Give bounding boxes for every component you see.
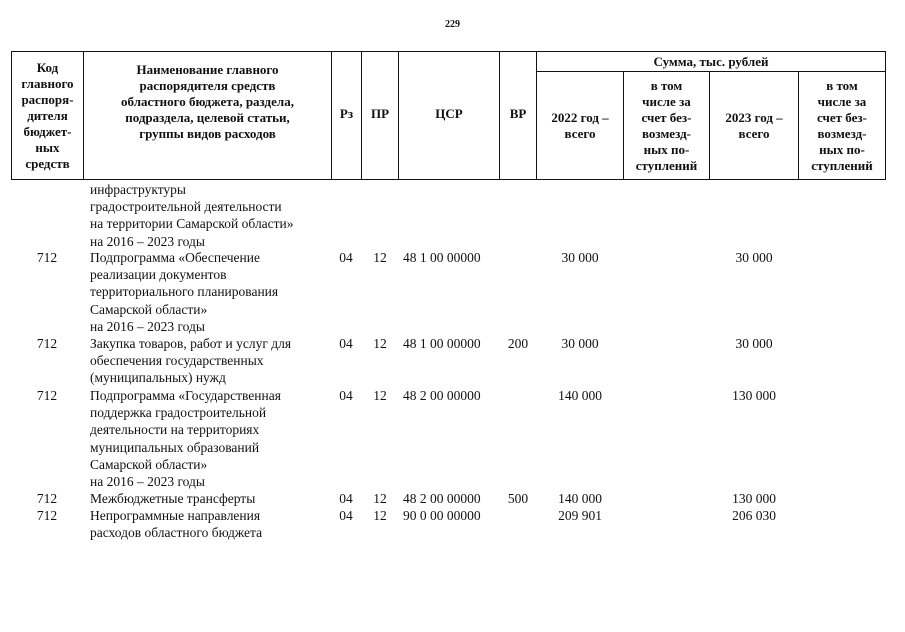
row-pr: 12 (373, 491, 387, 506)
row-code: 712 (36, 250, 58, 265)
row-csr: 48 1 00 00000 (403, 336, 481, 351)
row-csr: 90 0 00 00000 (403, 508, 481, 523)
header-name: Наименование главного распорядителя средств областного бюджета, раздела, подраздела, целевой статьи, группы видов расходов (121, 62, 294, 141)
row-sum-2022: 140 000 (558, 388, 602, 403)
row-sum-2023: 206 030 (732, 508, 776, 523)
row-sum-2022: 209 901 (558, 508, 602, 523)
row-sum-2023: 30 000 (735, 250, 773, 265)
row-name: инфраструктуры градостроительной деятельности на территории Самарской области» на 2016 – 2023 годы (90, 182, 294, 249)
row-name: Подпрограмма «Государственная поддержка градостроительной деятельности на территориях муниципальных образований Самарской области» на 2016 – 2023 годы (90, 388, 281, 490)
header-2023-total: 2023 год – всего (725, 109, 783, 141)
row-rz: 04 (339, 491, 353, 506)
row-vr: 500 (507, 491, 529, 506)
header-rz: Рз (339, 106, 354, 121)
row-name: Закупка товаров, работ и услуг для обеспечения государственных (муниципальных) нужд (90, 336, 292, 386)
row-csr: 48 2 00 00000 (403, 388, 481, 403)
row-sum-2023: 30 000 (735, 336, 773, 351)
row-vr: 200 (507, 336, 529, 351)
row-csr: 48 2 00 00000 (403, 491, 481, 506)
row-rz: 04 (339, 250, 353, 265)
row-code: 712 (36, 388, 58, 403)
row-rz: 04 (339, 508, 353, 523)
header-2022-free: в том числе за счет без- возмезд- ных по- ступлений (635, 77, 698, 173)
header-code: Код главного распоря- дителя бюджет- ных средств (21, 59, 74, 171)
row-pr: 12 (373, 250, 387, 265)
row-rz: 04 (339, 336, 353, 351)
row-name: Непрограммные направления расходов областного бюджета (90, 508, 263, 541)
row-sum-2022: 140 000 (558, 491, 602, 506)
row-pr: 12 (373, 388, 387, 403)
row-pr: 12 (373, 336, 387, 351)
header-sum-title: Сумма, тыс. рублей (653, 53, 769, 69)
row-csr: 48 1 00 00000 (403, 250, 481, 265)
header-2022-total: 2022 год – всего (551, 109, 609, 141)
header-pr: ПР (370, 106, 390, 121)
row-sum-2023: 130 000 (732, 388, 776, 403)
row-name: Межбюджетные трансферты (90, 491, 256, 506)
page-number: 229 (445, 19, 460, 30)
row-name: Подпрограмма «Обеспечение реализации документов территориального планирования Самарской области» на 2016 – 2023 годы (90, 250, 279, 334)
row-code: 712 (36, 508, 58, 523)
table-header (11, 51, 886, 180)
row-sum-2023: 130 000 (732, 491, 776, 506)
row-code: 712 (36, 336, 58, 351)
header-vr: ВР (509, 106, 527, 121)
row-rz: 04 (339, 388, 353, 403)
row-sum-2022: 30 000 (561, 250, 599, 265)
row-code: 712 (36, 491, 58, 506)
row-sum-2022: 30 000 (561, 336, 599, 351)
header-csr: ЦСР (435, 106, 463, 121)
row-pr: 12 (373, 508, 387, 523)
header-2023-free: в том числе за счет без- возмезд- ных по- ступлений (811, 77, 873, 173)
